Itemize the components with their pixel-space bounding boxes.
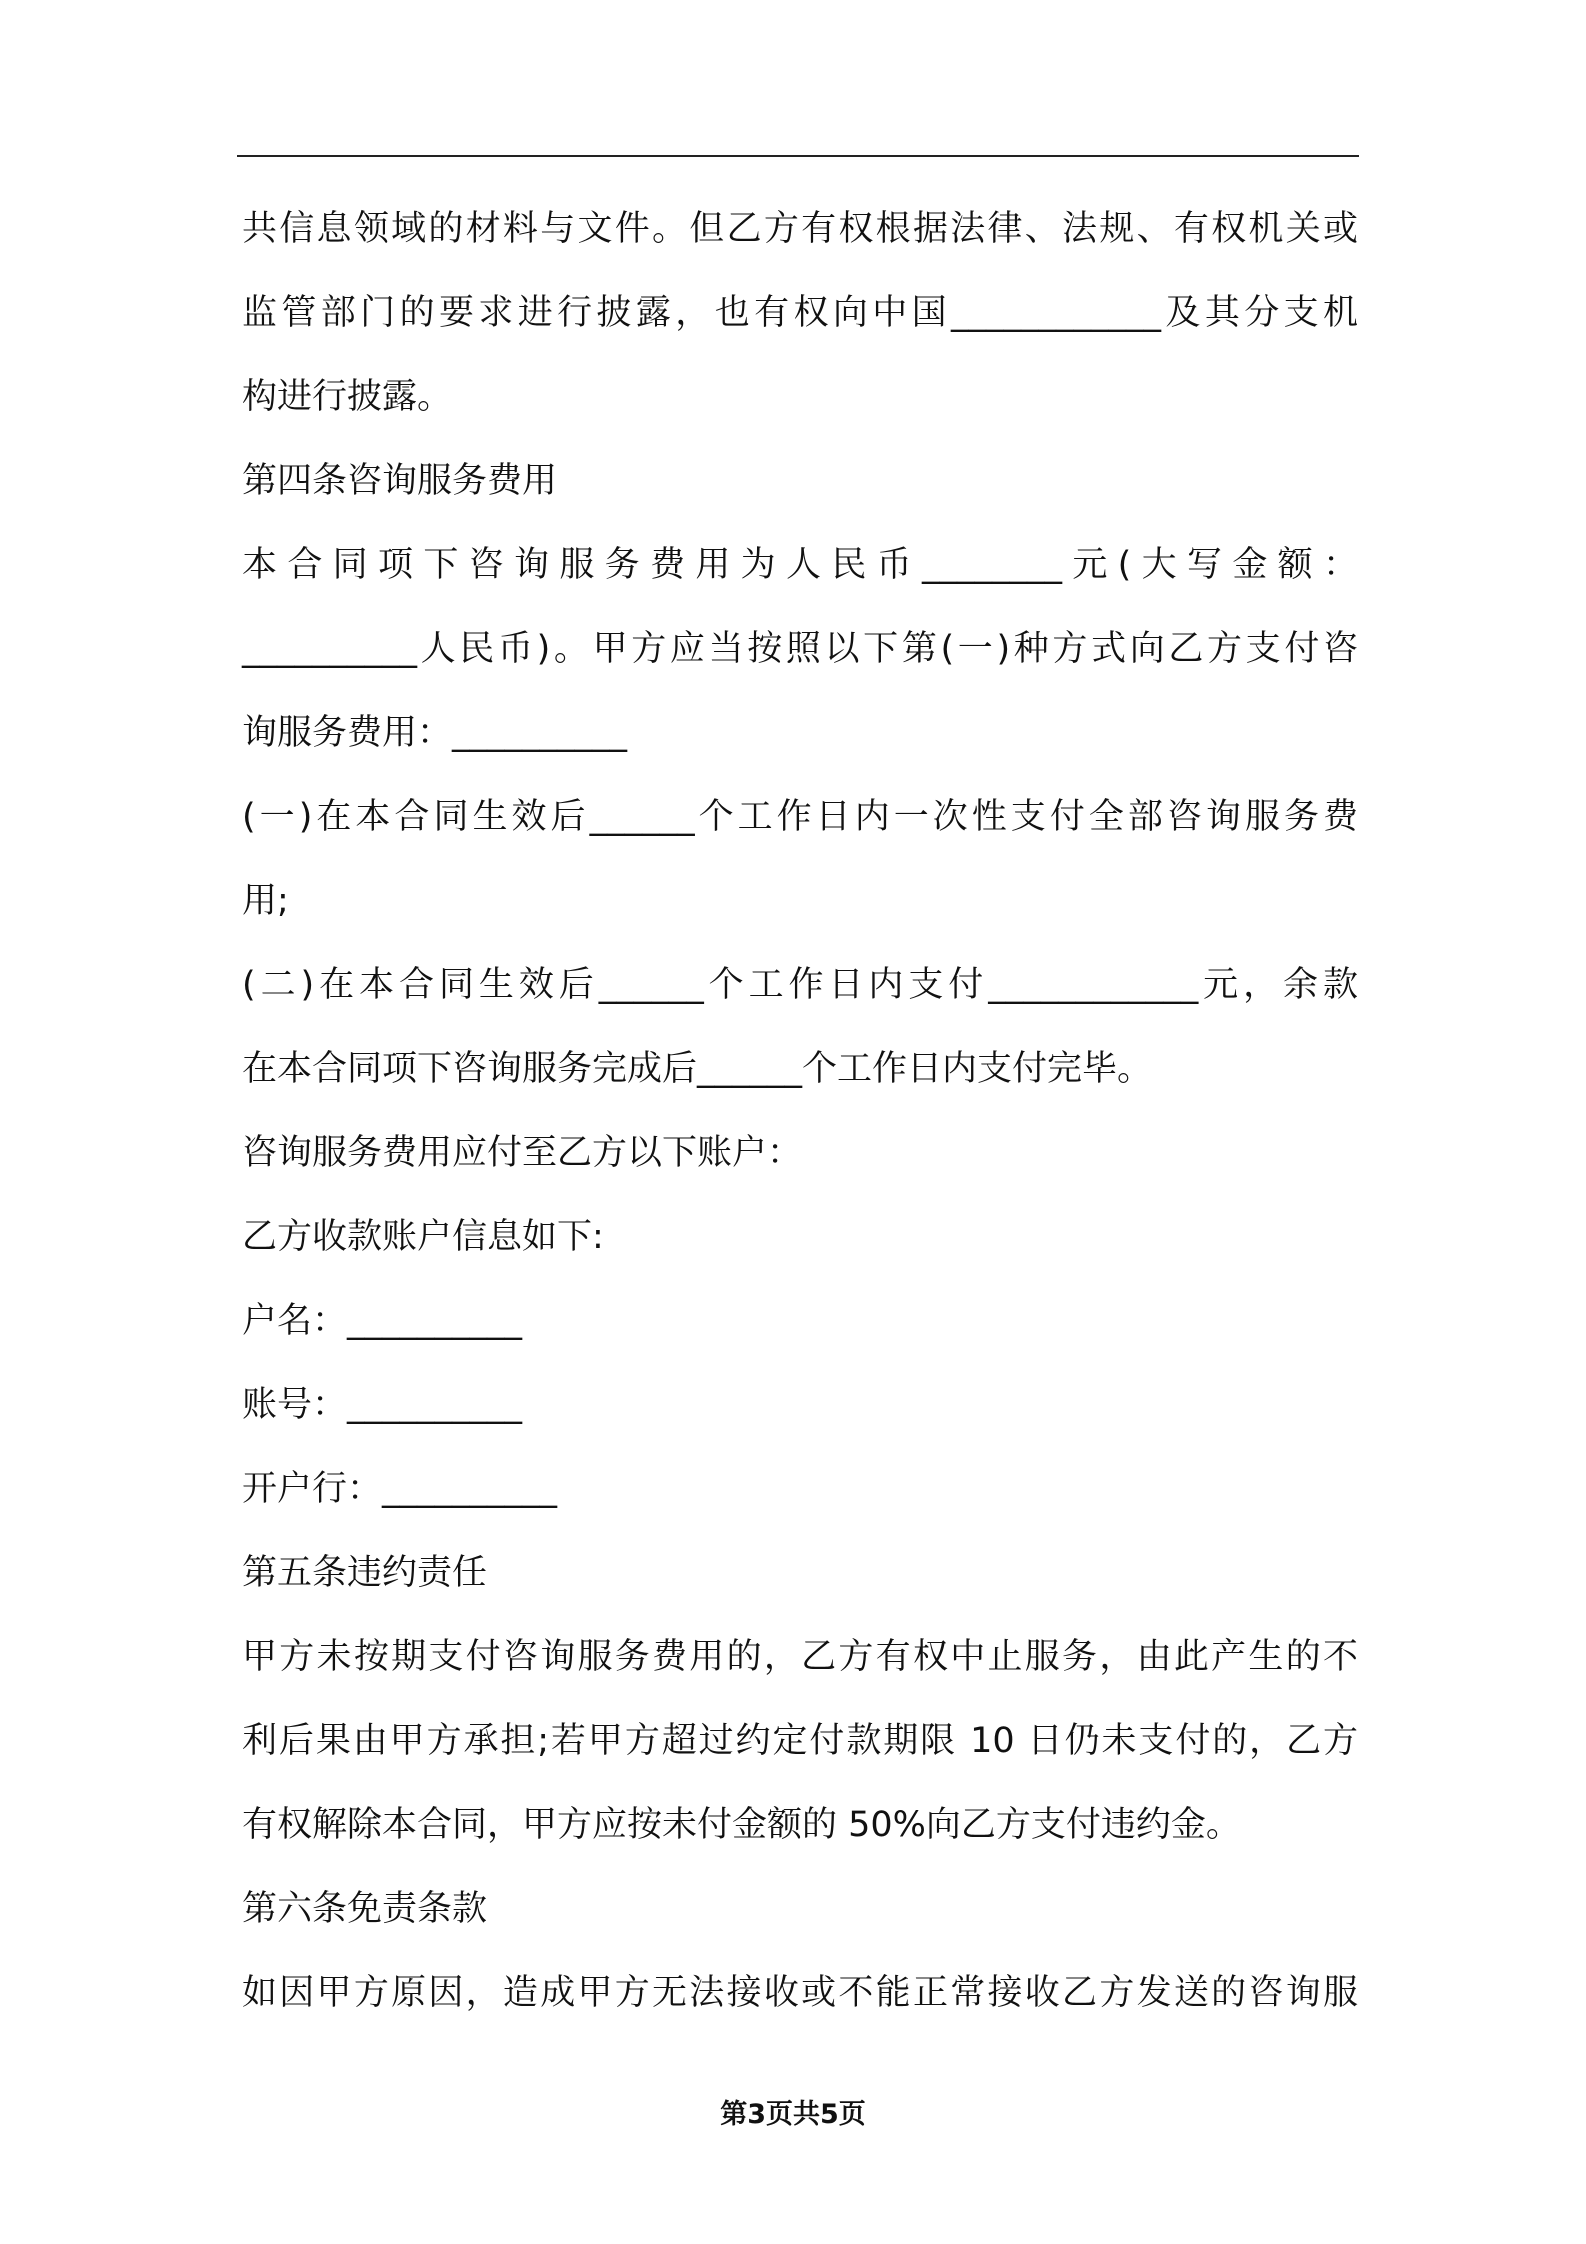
body-line: 有权解除本合同，甲方应按未付金额的 50%向乙方支付违约金。	[242, 1805, 1241, 1845]
body-line: 本合同项下咨询服务费用为人民币________元(大写金额：	[242, 545, 1358, 585]
account-name-field: 户名：__________	[242, 1301, 523, 1341]
page-number-footer: 第3页共5页	[720, 2099, 866, 2130]
section-heading-breach: 第五条违约责任	[242, 1553, 488, 1593]
body-line: 在本合同项下咨询服务完成后______个工作日内支付完毕。	[242, 1049, 1153, 1089]
body-line: 用;	[242, 881, 289, 921]
account-bank-field: 开户行：__________	[242, 1469, 558, 1509]
account-info-label: 乙方收款账户信息如下:	[242, 1217, 604, 1257]
body-line: 甲方未按期支付咨询服务费用的，乙方有权中止服务，由此产生的不	[242, 1637, 1358, 1677]
body-line: 如因甲方原因，造成甲方无法接收或不能正常接收乙方发送的咨询服	[242, 1973, 1358, 2013]
payment-option-1: (一)在本合同生效后______个工作日内一次性支付全部咨询服务费	[242, 797, 1358, 837]
header-divider	[237, 155, 1359, 157]
document-body	[242, 200, 1358, 2048]
body-line: 共信息领域的材料与文件。但乙方有权根据法律、法规、有权机关或	[242, 209, 1358, 249]
body-line: 咨询服务费用应付至乙方以下账户：	[242, 1133, 803, 1173]
body-line: __________人民币)。甲方应当按照以下第(一)种方式向乙方支付咨	[242, 629, 1358, 669]
section-heading-fees: 第四条咨询服务费用	[242, 461, 558, 501]
body-line: 监管部门的要求进行披露，也有权向中国____________及其分支机	[242, 293, 1358, 333]
body-line: 利后果由甲方承担;若甲方超过约定付款期限 10 日仍未支付的，乙方	[242, 1721, 1358, 1761]
payment-option-2: (二)在本合同生效后______个工作日内支付____________元，余款	[242, 965, 1358, 1005]
account-number-field: 账号：__________	[242, 1385, 523, 1425]
section-heading-exemption: 第六条免责条款	[242, 1889, 488, 1929]
body-line: 询服务费用：__________	[242, 713, 628, 753]
body-line: 构进行披露。	[242, 377, 453, 417]
